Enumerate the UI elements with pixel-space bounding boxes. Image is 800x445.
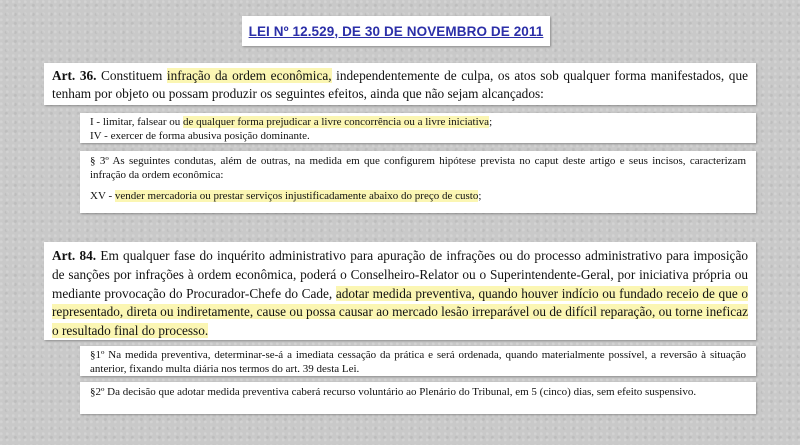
art84-text-1: Em qualquer fase do inquérito administrativo para apuração de infrações ou do processo administrativo para imposição de sanções por infrações à ordem econômica, poderá o Conselheiro-Relator ou o Superintendente-Geral, por iniciativa própria ou mediante provocação do Procurador-Chefe do Cade, — [52, 248, 749, 301]
inciso-xv-highlight: vender mercadoria ou prestar serviços injustificadamente abaixo do preço de custo — [114, 190, 479, 202]
inciso-xv-text: XV - — [90, 190, 115, 202]
incisos-box — [80, 113, 756, 143]
inciso-i-highlight: de qualquer forma prejudicar a livre concorrência ou a livre iniciativa — [183, 116, 490, 128]
par2-box — [80, 382, 756, 414]
art84-highlight: adotar medida preventiva, quando houver indício ou fundado receio de que o representado, direta ou indiretamente, cause ou possa causar ao mercado lesão irreparável ou de difícil reparação, ou torne ineficaz o resultado final do processo. — [52, 285, 748, 339]
inciso-xv-suffix: ; — [478, 190, 482, 202]
art84-label: Art. 84. — [52, 248, 97, 263]
spacer — [90, 182, 746, 190]
inciso-xv — [90, 190, 746, 204]
par3-text: § 3º As seguintes condutas, além de outras, na medida em que configurem hipótese prevista no caput deste artigo e seus incisos, caracterizam infração da ordem econômica: — [90, 155, 746, 181]
inciso-i-text: I - limitar, falsear ou — [90, 116, 184, 128]
inciso-iv: IV - exercer de forma abusiva posição dominante. — [90, 129, 310, 142]
par3-box — [80, 151, 756, 213]
par1-text: §1º Na medida preventiva, determinar-se-á a imediata cessação da prática e será ordenada, quando materialmente possível, a reversão à situação anterior, fixando multa diária nos termos do art. 39 desta Lei. — [90, 349, 746, 375]
art36-box — [44, 63, 756, 105]
art36-text-2: independentemente de culpa, os atos sob qualquer forma manifestados, que tenham por objeto ou possam produzir os seguintes efeitos, ainda que não sejam alcançados: — [52, 68, 749, 101]
art36-highlight: infração da ordem econômica, — [166, 68, 332, 83]
art84-paragraph — [52, 247, 748, 341]
art36-paragraph — [52, 67, 748, 103]
par1-box — [80, 346, 756, 376]
law-title: LEI Nº 12.529, DE 30 DE NOVEMBRO DE 2011 — [248, 23, 544, 39]
title-box — [242, 16, 550, 46]
inciso-i-suffix: ; — [489, 116, 493, 128]
art36-text-1: Constituem — [96, 68, 167, 83]
inciso-i — [90, 116, 746, 130]
par2-text: §2º Da decisão que adotar medida preventiva caberá recurso voluntário ao Plenário do Tribunal, em 5 (cinco) dias, sem efeito suspensivo. — [90, 386, 697, 398]
art84-box — [44, 242, 756, 340]
art36-label: Art. 36. — [52, 68, 97, 83]
